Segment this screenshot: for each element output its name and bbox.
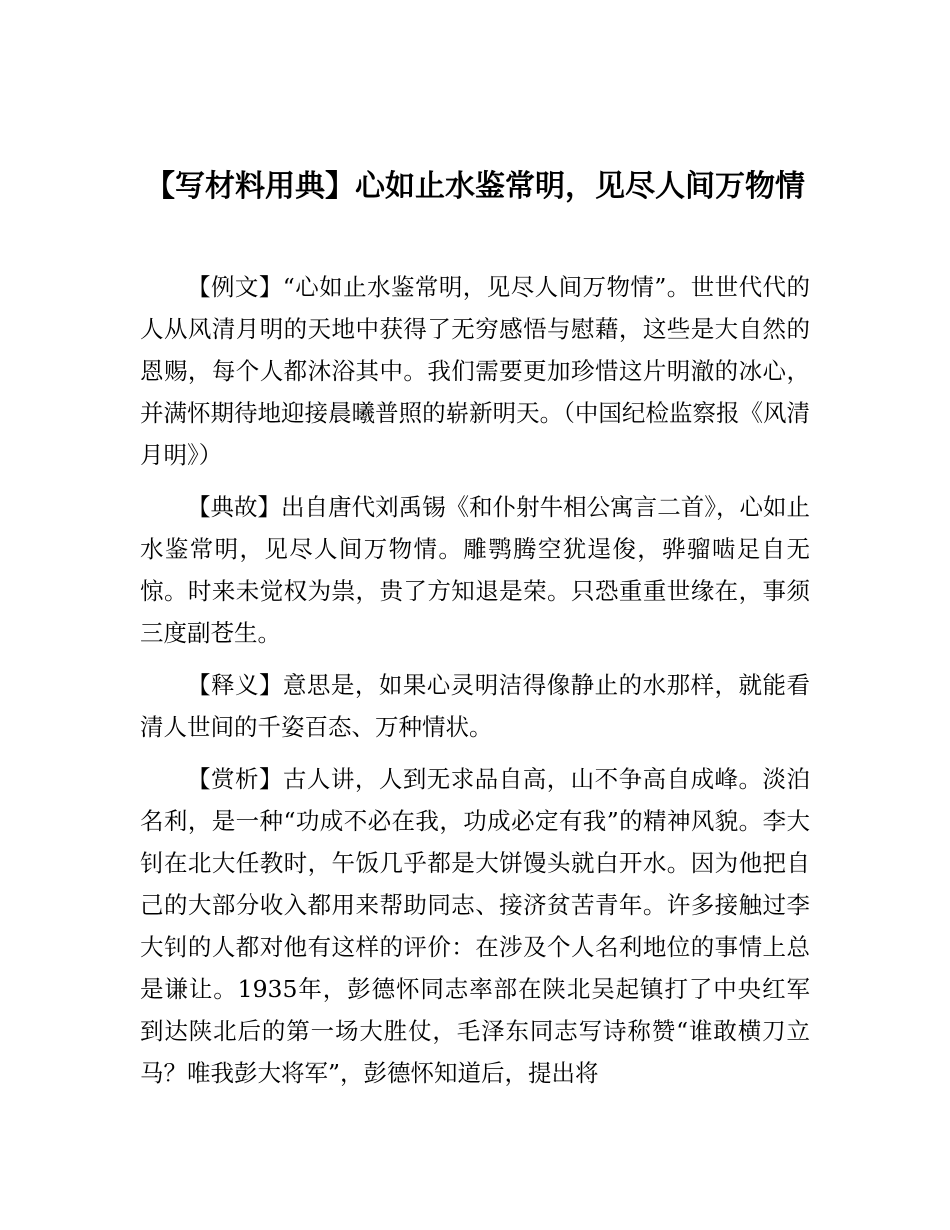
paragraph-explanation: 【释义】意思是，如果心灵明洁得像静止的水那样，就能看清人世间的千姿百态、万种情状。 bbox=[140, 671, 810, 741]
paragraph-example: 【例文】“心如止水鉴常明，见尽人间万物情”。世世代代的人从风清月明的天地中获得了无穷感悟与慰藉，这些是大自然的恩赐，每个人都沐浴其中。我们需要更加珍惜这片明澈的冰心，并满怀期待地迎接晨曦普照的崭新明天。（中国纪检监察报《风清月明》） bbox=[140, 273, 810, 469]
paragraph-appreciation: 【赏析】古人讲，人到无求品自高，山不争高自成峰。淡泊名利，是一种“功成不必在我，功成必定有我”的精神风貌。李大钊在北大任教时，午饭几乎都是大饼馒头就白开水。因为他把自己的大部分收入都用来帮助同志、接济贫苦青年。许多接触过李大钊的人都对他有这样的评价：在涉及个人名利地位的事情上总是谦让。1935年，彭德怀同志率部在陕北吴起镇打了中央红军到达陕北后的第一场大胜仗，毛泽东同志写诗称赞“谁敢横刀立马？唯我彭大将军”，彭德怀知道后，提出将 bbox=[140, 765, 810, 1087]
paragraph-allusion: 【典故】出自唐代刘禹锡《和仆射牛相公寓言二首》，心如止水鉴常明，见尽人间万物情。雕鹗腾空犹逞俊，骅骝啮足自无惊。时来未觉权为祟，贵了方知退是荣。只恐重重世缘在，事须三度副苍生。 bbox=[140, 493, 810, 647]
document-body bbox=[140, 266, 810, 1104]
document-title: 【写材料用典】心如止水鉴常明，见尽人间万物情 bbox=[145, 169, 805, 204]
